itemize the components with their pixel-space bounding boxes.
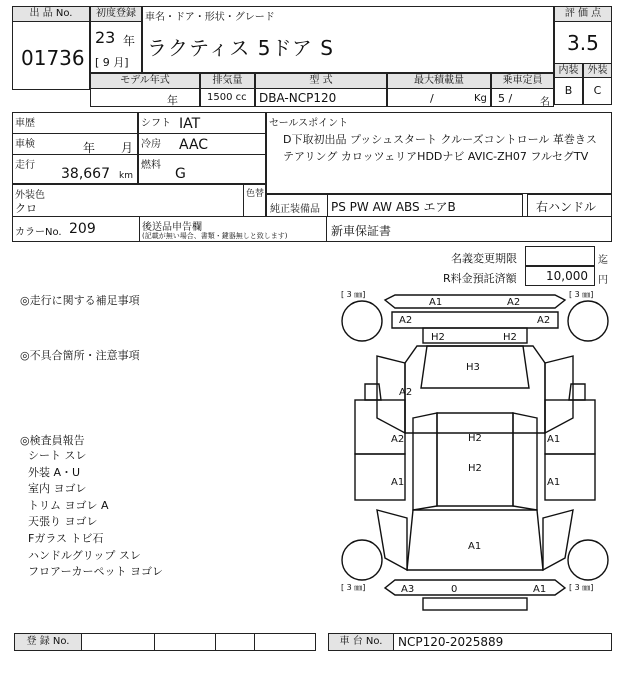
color-change-label: 色替 — [246, 189, 265, 199]
front-body-outline — [405, 346, 545, 433]
reg-no-box-3 — [215, 633, 255, 651]
displacement-label: 排気量 — [200, 73, 255, 89]
inspector-item: ハンドルグリップ スレ — [28, 548, 141, 562]
inspection-cell — [12, 133, 138, 155]
name-change-label: 名義変更期限 — [451, 252, 517, 265]
inspector-item: Fガラス トビ石 — [28, 531, 104, 545]
color-cell — [12, 184, 244, 217]
color-no-cell — [12, 216, 140, 242]
color-label: 外装色 — [15, 190, 45, 201]
mark-front-bumper-right: A2 — [507, 297, 521, 308]
lot-no: 01736 — [21, 46, 85, 70]
inspector-item: 室内 ヨゴレ — [28, 482, 87, 496]
score: 3.5 — [567, 31, 599, 55]
reg-no-label: 登 録 No. — [14, 633, 82, 651]
inspector-item: シート スレ — [28, 449, 87, 462]
mileage-cell — [12, 154, 138, 184]
shift: IAT — [179, 116, 201, 132]
recycle-fee: 10,000 — [546, 269, 588, 283]
mileage-unit: km — [119, 171, 133, 181]
car-name-label: 車名・ドア・形状・グレード — [145, 12, 275, 23]
aircon-cell — [138, 133, 266, 155]
left-pillar-outline — [413, 413, 437, 510]
inspection-year-unit: 年 — [83, 141, 96, 155]
sales-points-line1: D下取初出品 プッシュスタート クルーズコントロール 革巻きス — [283, 133, 597, 146]
interior-label: 内装 — [554, 63, 583, 78]
tire-front-left: [ 3 ㎜] — [341, 290, 366, 299]
documents-value: 新車保証書 — [331, 224, 392, 238]
left-front-door-outline — [355, 400, 405, 454]
lot-no-label: 出 品 No. — [12, 6, 90, 22]
fuel-label: 燃料 — [141, 160, 161, 171]
mark-right-rear-door: A1 — [547, 477, 561, 488]
steering-cell — [527, 194, 612, 217]
inspector-item: フロアーカーペット ヨゴレ — [28, 565, 163, 579]
exterior-grade: C — [593, 84, 602, 97]
mark-right-front-door: A1 — [547, 434, 561, 445]
front-left-tire — [342, 301, 382, 341]
genuine-equipment: PS PW AW ABS エアB — [331, 200, 456, 214]
mileage: 38,667 — [61, 166, 110, 182]
color-change-cell — [243, 184, 266, 217]
sales-points-label: セールスポイント — [269, 118, 349, 129]
fuel-cell — [138, 154, 266, 184]
capacity-label: 乗車定員 — [491, 73, 554, 89]
mark-left-front-door: A2 — [391, 434, 405, 445]
score-cell — [554, 21, 612, 64]
recycle-label: R料金預託済額 — [443, 272, 517, 285]
inspector-item: 外装 A・U — [28, 465, 81, 479]
mark-headlight-right: H2 — [503, 332, 517, 343]
model-type: DBA-NCP120 — [259, 91, 337, 105]
color: クロ — [15, 202, 37, 215]
max-load: / — [430, 92, 434, 105]
name-change-unit: 迄 — [598, 255, 608, 266]
inspector-item: 天張り ヨゴレ — [28, 515, 98, 529]
mark-left-front-fender: A2 — [399, 387, 413, 398]
mark-windshield: H3 — [466, 362, 480, 373]
mark-front-bumper-left: A1 — [429, 297, 443, 308]
front-right-tire — [568, 301, 608, 341]
hood-outline — [392, 312, 558, 328]
sales-points-line2: テアリング カロッツェリアHDDナビ AVIC-ZH07 フルセグTV — [283, 150, 589, 163]
right-front-door-outline — [545, 400, 595, 454]
aircon-label: 冷房 — [141, 139, 161, 150]
inspector-title: ◎検査員報告 — [20, 434, 85, 447]
documents-label: 後送品申告欄 — [142, 222, 202, 233]
tire-rear-left: [ 3 ㎜] — [341, 583, 366, 592]
tire-rear-right: [ 3 ㎜] — [569, 583, 594, 592]
car-damage-diagram — [337, 288, 613, 618]
color-no-label: カラーNo. — [15, 227, 62, 238]
capacity: 5 / — [498, 92, 513, 105]
max-load-label: 最大積載量 — [387, 73, 491, 89]
exterior-label: 外装 — [583, 63, 612, 78]
rear-left-tire — [342, 540, 382, 580]
rear-right-tire — [568, 540, 608, 580]
roof-outline — [437, 413, 513, 506]
inspector-list — [28, 447, 163, 580]
mark-hood-right: A2 — [537, 315, 551, 326]
first-reg-label: 初度登録 — [90, 6, 142, 22]
steering: 右ハンドル — [536, 200, 597, 214]
inspector-item: トリム ヨゴレ A — [28, 498, 109, 512]
mark-hood-left: A2 — [399, 315, 413, 326]
max-load-unit: Kg — [474, 93, 487, 104]
model-year-unit: 年 — [167, 94, 178, 107]
history-cell — [12, 112, 138, 134]
car-name: ラクティス 5ドア S — [147, 36, 334, 60]
rear-hatch-outline — [407, 510, 543, 570]
capacity-cell — [491, 88, 554, 107]
score-label: 評 価 点 — [554, 6, 612, 22]
genuine-label-cell — [266, 194, 328, 217]
lot-no-cell — [12, 21, 90, 90]
right-mirror-outline — [569, 384, 585, 400]
mark-roof-front: H2 — [468, 433, 482, 444]
color-no: 209 — [69, 221, 96, 237]
history-label: 車歴 — [15, 118, 35, 129]
genuine-label: 純正装備品 — [270, 204, 320, 215]
genuine-equipment-cell — [327, 194, 523, 217]
mark-roof-rear: H2 — [468, 463, 482, 474]
mark-headlight-left: H2 — [431, 332, 445, 343]
left-mirror-outline — [365, 384, 381, 400]
right-pillar-outline — [513, 413, 537, 510]
model-year-cell — [90, 88, 200, 107]
sales-points-cell — [266, 112, 612, 194]
first-reg-month: [ 9 月] — [95, 56, 129, 69]
year-unit: 年 — [123, 34, 136, 48]
shift-label: シフト — [141, 118, 171, 129]
capacity-unit: 名 — [540, 97, 550, 108]
defects-title: ◎不具合箇所・注意事項 — [20, 349, 140, 362]
exterior-grade-cell — [583, 77, 612, 105]
tire-front-right: [ 3 ㎜] — [569, 290, 594, 299]
model-year-label: モデル年式 — [90, 73, 200, 89]
name-change-value-cell — [525, 246, 595, 266]
chassis-label: 車 台 No. — [328, 633, 394, 651]
mark-rear-bumper-right: A1 — [533, 584, 547, 595]
driving-title: ◎走行に関する補足事項 — [20, 294, 140, 307]
car-name-cell — [142, 6, 554, 73]
right-fender-outline — [545, 356, 573, 433]
inspection-label: 車検 — [15, 139, 35, 150]
max-load-cell — [387, 88, 491, 107]
chassis-no: NCP120-2025889 — [398, 635, 504, 649]
mark-left-rear-door: A1 — [391, 477, 405, 488]
mileage-label: 走行 — [15, 160, 35, 171]
inspection-month-unit: 月 — [121, 141, 134, 155]
reg-no-box-2 — [154, 633, 216, 651]
first-reg-cell — [90, 21, 142, 73]
interior-grade: B — [564, 84, 573, 97]
aircon: AAC — [179, 137, 209, 153]
fuel: G — [175, 166, 186, 182]
rear-panel-outline — [423, 598, 527, 610]
recycle-cell — [525, 266, 595, 286]
front-bumper-outline — [385, 295, 565, 308]
interior-grade-cell — [554, 77, 583, 105]
first-reg-year: 23 — [95, 28, 116, 47]
documents-cell — [139, 216, 327, 242]
displacement-cell — [200, 88, 255, 107]
documents-note: (記載が無い場合、書類・鍵器無しと致します) — [142, 232, 288, 240]
documents-value-cell — [326, 216, 612, 242]
shift-cell — [138, 112, 266, 134]
type-label: 型 式 — [255, 73, 387, 89]
reg-no-box-4 — [254, 633, 316, 651]
chassis-cell — [393, 633, 612, 651]
recycle-unit: 円 — [598, 275, 608, 286]
mark-rear-bumper-center: 0 — [451, 584, 458, 595]
mark-rear-glass: A1 — [468, 541, 482, 552]
displacement: 1500 cc — [207, 92, 247, 103]
reg-no-box-1 — [81, 633, 155, 651]
mark-rear-bumper-left: A3 — [401, 584, 415, 595]
type-cell — [255, 88, 387, 107]
